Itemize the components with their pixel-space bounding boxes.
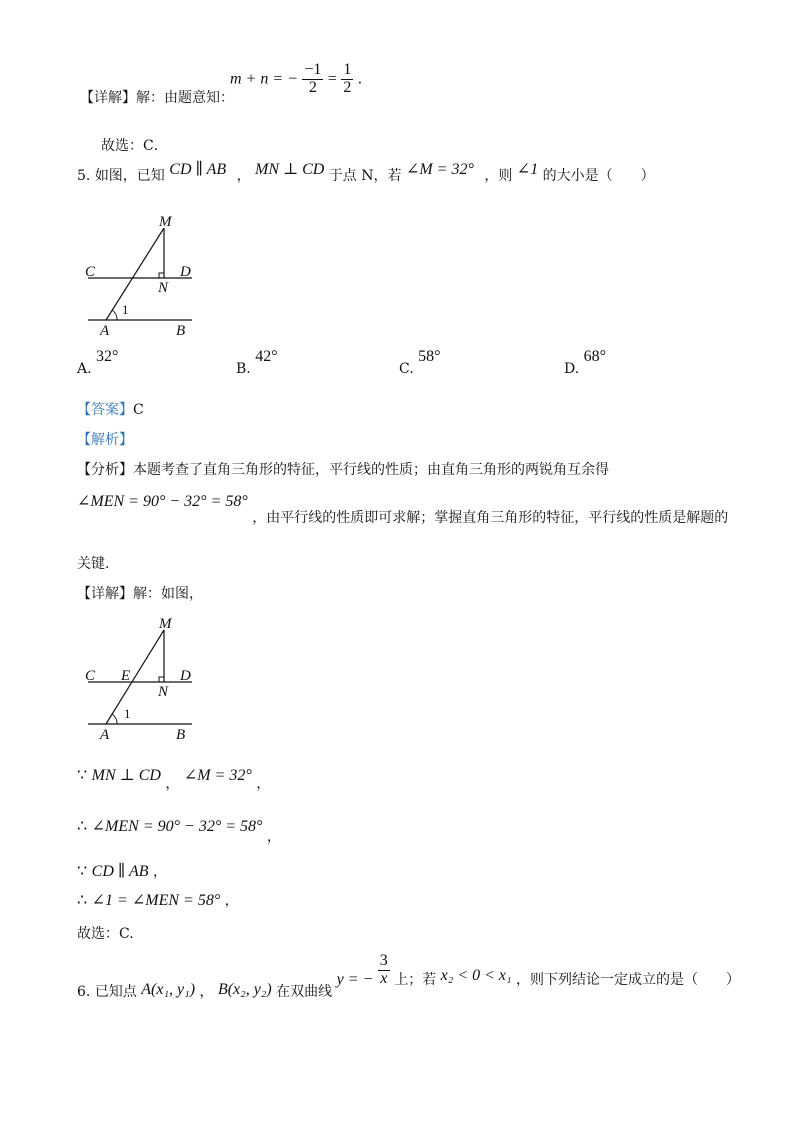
fraction-one-half: $\frac{1}{2}$ bbox=[343, 61, 352, 96]
q6-stem bbox=[77, 952, 741, 1001]
fig2-label-n: N bbox=[158, 684, 169, 700]
answer-tag: 【答案】 bbox=[77, 402, 133, 418]
q6-point-b: B(x₂, y₂) bbox=[217, 981, 272, 999]
expr-period: . bbox=[357, 70, 362, 88]
option-value: 32° bbox=[96, 348, 119, 365]
step1-comma: ， bbox=[165, 776, 180, 792]
therefore-symbol: ∴ bbox=[77, 818, 88, 835]
q5-option-a bbox=[77, 348, 119, 377]
q5-step-2 bbox=[77, 816, 281, 845]
because-symbol: ∵ bbox=[77, 767, 88, 784]
step3-math: CD ∥ AB bbox=[91, 863, 149, 880]
q5-detail-label: 【详解】解：如图， bbox=[77, 586, 203, 602]
q5-number: 5. bbox=[77, 168, 91, 184]
q6-text-1: 已知点 bbox=[94, 984, 137, 1001]
q5-analysis-head: 【分析】本题考查了直角三角形的特征，平行线的性质；由直角三角形的两锐角互余得 bbox=[77, 462, 609, 478]
step1-math: MN ⊥ CD bbox=[91, 767, 161, 784]
option-value: 58° bbox=[418, 348, 441, 365]
step2-end: ， bbox=[266, 829, 281, 845]
option-value: 42° bbox=[255, 348, 278, 365]
fig1-label-c: C bbox=[85, 264, 96, 280]
q6-number: 6. bbox=[77, 984, 91, 1001]
q5-text-1: 如图，已知 bbox=[94, 168, 165, 184]
option-letter: D. bbox=[564, 361, 580, 377]
step4-end: ， bbox=[224, 893, 239, 909]
option-letter: B. bbox=[236, 361, 251, 377]
q5-stem bbox=[77, 161, 655, 185]
q5-figure bbox=[80, 208, 210, 338]
q6-text-4: ，则下列结论一定成立的是（ ） bbox=[516, 972, 741, 989]
q5-step-1 bbox=[77, 765, 271, 792]
fig1-label-d: D bbox=[180, 264, 191, 280]
q5-analysis-end: 关键. bbox=[77, 556, 110, 572]
expr-lhs: m + n = − bbox=[230, 70, 298, 88]
analysis-tail: ，由平行线的性质即可求解；掌握直角三角形的特征，平行线的性质是解题的 bbox=[252, 510, 729, 526]
step3-end: ， bbox=[152, 864, 167, 880]
q5-option-b bbox=[236, 348, 278, 377]
q5-detail-figure bbox=[80, 612, 210, 744]
fig1-label-b: B bbox=[176, 323, 186, 338]
q6-sep: ， bbox=[199, 984, 214, 1001]
q5-analysis-line bbox=[77, 493, 729, 526]
fraction-neg-one-half: $\frac{-1}{2}$ bbox=[304, 61, 322, 96]
fig1-label-1: 1 bbox=[122, 302, 129, 317]
q5-math-angle-m: ∠M = 32° bbox=[405, 161, 474, 178]
step2-math: ∠MEN = 90° − 32° = 58° bbox=[91, 818, 263, 835]
fig2-label-d: D bbox=[180, 668, 191, 684]
fig1-label-m: M bbox=[159, 214, 172, 230]
q5-math-angle-1: ∠1 bbox=[516, 161, 539, 178]
q6-condition: x₂ < 0 < x₁ bbox=[440, 967, 512, 985]
option-letter: C. bbox=[399, 361, 414, 377]
option-letter: A. bbox=[77, 361, 92, 377]
step4-math: ∠1 = ∠MEN = 58° bbox=[91, 892, 221, 909]
q6-curve-lhs: y = − bbox=[336, 971, 374, 989]
q6-point-a: A(x₁, y₁) bbox=[141, 981, 196, 999]
analysis-math: ∠MEN = 90° − 32° = 58° bbox=[77, 493, 248, 510]
step1-math-2: ∠M = 32° bbox=[183, 767, 252, 784]
therefore-symbol: ∴ bbox=[77, 892, 88, 909]
q5-text-3: ，则 bbox=[484, 168, 513, 184]
q5-step-3 bbox=[77, 861, 167, 881]
prev-choice: 故选：C． bbox=[101, 138, 168, 154]
q6-text-3: 上；若 bbox=[394, 972, 437, 989]
fig2-label-b: B bbox=[176, 727, 186, 743]
fig2-label-c: C bbox=[85, 668, 96, 684]
prev-detail-expression bbox=[230, 62, 362, 97]
fig2-label-1: 1 bbox=[124, 706, 131, 721]
step1-end: ， bbox=[256, 776, 271, 792]
fig2-label-a: A bbox=[100, 727, 110, 743]
q5-choice: 故选：C. bbox=[77, 926, 134, 942]
q5-math-perpendicular: MN ⊥ CD bbox=[255, 161, 325, 178]
q5-text-2: 于点 N，若 bbox=[328, 168, 402, 184]
q5-analysis-tag: 【解析】 bbox=[77, 432, 133, 448]
fig2-label-m: M bbox=[159, 616, 172, 632]
prev-detail-label: 【详解】解：由题意知： bbox=[80, 90, 234, 106]
option-value: 68° bbox=[583, 348, 607, 365]
fig2-label-e: E bbox=[121, 668, 131, 684]
q5-step-4 bbox=[77, 890, 239, 910]
q6-fraction: $\frac{3}{x}$ bbox=[379, 952, 388, 987]
q5-math-parallel: CD ∥ AB bbox=[169, 161, 227, 178]
q5-text-4: 的大小是（ ） bbox=[542, 168, 655, 184]
q5-option-d bbox=[564, 348, 607, 377]
q5-option-c bbox=[399, 348, 441, 377]
q5-answer bbox=[77, 399, 144, 419]
because-symbol: ∵ bbox=[77, 863, 88, 880]
expr-eq: = bbox=[327, 70, 337, 88]
q6-text-2: 在双曲线 bbox=[276, 984, 333, 1001]
fig1-label-n: N bbox=[158, 280, 169, 296]
fig1-label-a: A bbox=[100, 323, 110, 338]
answer-value: C bbox=[133, 402, 144, 418]
q5-comma: ， bbox=[236, 168, 251, 184]
